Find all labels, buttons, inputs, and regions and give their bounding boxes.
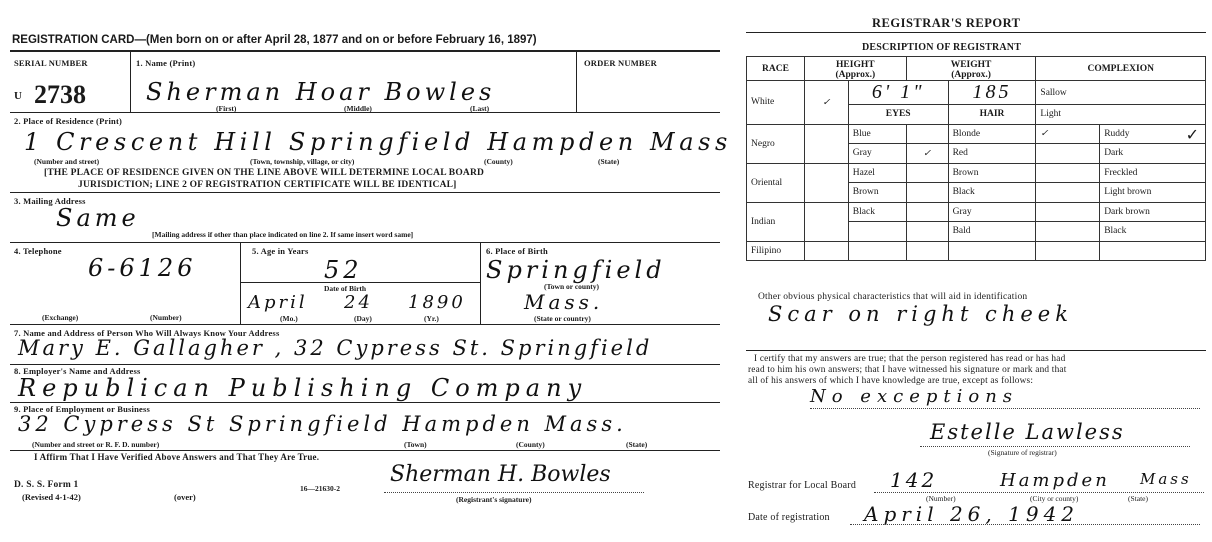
contact-person-value: Mary E. Gallagher , 32 Cypress St. Springfield (18, 336, 653, 360)
certify-line-1: I certify that my answers are true; that the person registered has read or has had (754, 354, 1066, 364)
telephone-sub-exchange: (Exchange) (42, 313, 79, 322)
name-value: Sherman Hoar Bowles (146, 78, 496, 106)
contact-person-label: 7. Name and Address of Person Who Will Always Know Your Address (14, 328, 280, 338)
hair-blonde: Blonde (948, 124, 1036, 144)
weight-header: WEIGHT (Approx.) (906, 57, 1036, 81)
mailing-address-sub: [Mailing address if other than place indicated on line 2. If same insert word same] (152, 230, 414, 239)
order-number-label: ORDER NUMBER (584, 58, 657, 68)
registrars-report (740, 10, 1208, 530)
birthplace-state: Mass. (524, 290, 604, 314)
birthplace-label: 6. Place of Birth (486, 246, 548, 256)
height-header: HEIGHT (Approx.) (804, 57, 906, 81)
birthplace-sub-state: (State or country) (534, 314, 591, 323)
form-name: D. S. S. Form 1 (14, 480, 79, 490)
complexion-dark: Dark (1100, 144, 1206, 164)
hair-gray: Gray (948, 202, 1036, 222)
race-header: RACE (747, 57, 805, 81)
hair-red: Red (948, 144, 1036, 164)
registration-date-value: April 26, 1942 (864, 502, 1080, 526)
local-board-number: 142 (890, 468, 938, 492)
employer-value: Republican Publishing Company (18, 374, 588, 402)
registration-date-label: Date of registration (748, 512, 830, 523)
employment-label: 9. Place of Employment or Business (14, 404, 151, 414)
local-board-sub-city: (City or county) (1030, 494, 1079, 503)
employment-sub-street: (Number and street or R. F. D. number) (32, 440, 160, 449)
description-table (746, 56, 1206, 261)
dob-day: 24 (344, 292, 373, 313)
race-filipino: Filipino (747, 241, 805, 261)
print-code: 16—21630-2 (300, 484, 340, 493)
dob-sub-month: (Mo.) (280, 314, 298, 323)
eyes-blue: Blue (848, 124, 906, 144)
age-label: 5. Age in Years (252, 246, 309, 256)
race-negro: Negro (747, 124, 805, 163)
race-indian: Indian (747, 202, 805, 241)
other-characteristics-value: Scar on right cheek (768, 302, 1073, 326)
mailing-address-value: Same (56, 204, 140, 232)
other-characteristics-label: Other obvious physical characteristics that will aid in identification (758, 292, 1028, 302)
complexion-ruddy-check: ✓ (1185, 124, 1199, 144)
eyes-gray: Gray (848, 144, 906, 164)
dob-year: 1890 (408, 292, 466, 313)
complexion-ruddy: Ruddy ✓ (1100, 124, 1206, 144)
registration-card (4, 10, 732, 510)
hair-header: HAIR (948, 105, 1036, 125)
employment-value: 32 Cypress St Springfield Hampden Mass. (18, 412, 627, 436)
hair-blonde-check: ✓ (1036, 124, 1100, 144)
residence-value: 1 Crescent Hill Springfield Hampden Mass (24, 128, 732, 156)
weight-value: 185 (948, 81, 1036, 105)
telephone-label: 4. Telephone (14, 246, 62, 256)
employer-label: 8. Employer's Name and Address (14, 366, 141, 376)
residence-label: 2. Place of Residence (Print) (14, 116, 123, 126)
hair-bald: Bald (948, 222, 1036, 242)
telephone-value: 6-6126 (88, 254, 197, 282)
complexion-light: Light (1036, 105, 1206, 125)
complexion-dark-brown: Dark brown (1100, 202, 1206, 222)
serial-number-label: SERIAL NUMBER (14, 58, 88, 68)
local-board-state: Mass (1140, 470, 1192, 488)
registrar-signature: Estelle Lawless (930, 420, 1125, 444)
complexion-header: COMPLEXION (1036, 57, 1206, 81)
registrant-signature-sub: (Registrant's signature) (456, 495, 532, 504)
name-sub-last: (Last) (470, 104, 490, 113)
residence-note-line-2: JURISDICTION; LINE 2 OF REGISTRATION CERTIFICATE WILL BE IDENTICAL] (78, 180, 457, 190)
hair-brown: Brown (948, 163, 1036, 183)
residence-sub-county: (County) (484, 157, 513, 166)
complexion-black: Black (1100, 222, 1206, 242)
serial-number-value: 2738 (34, 80, 86, 109)
eyes-header: EYES (848, 105, 948, 125)
telephone-sub-number: (Number) (150, 313, 182, 322)
certify-line-3: all of his answers of which I have knowledge are true, except as follows: (748, 376, 1034, 386)
eyes-black: Black (848, 202, 906, 222)
dob-sub-day: (Day) (354, 314, 372, 323)
dob-month: April (248, 292, 308, 313)
name-sub-first: (First) (216, 104, 237, 113)
local-board-city: Hampden (1000, 470, 1110, 491)
name-sub-middle: (Middle) (344, 104, 372, 113)
certify-line-2: read to him his own answers; that I have witnessed his signature or mark and that (748, 365, 1067, 375)
employment-sub-county: (County) (516, 440, 545, 449)
age-value: 52 (324, 256, 363, 284)
height-value: 6' 1" (848, 81, 948, 105)
eyes-hazel: Hazel (848, 163, 906, 183)
employment-sub-state: (State) (626, 440, 648, 449)
registrar-signature-sub: (Signature of registrar) (988, 448, 1057, 457)
residence-sub-state: (State) (598, 157, 620, 166)
name-label: 1. Name (Print) (136, 58, 196, 68)
birthplace-sub-town: (Town or county) (544, 282, 600, 291)
complexion-light-brown: Light brown (1100, 183, 1206, 203)
dob-label: Date of Birth (324, 284, 367, 293)
residence-sub-town: (Town, township, village, or city) (250, 157, 355, 166)
exceptions-value: No exceptions (810, 386, 1019, 407)
local-board-sub-number: (Number) (926, 494, 956, 503)
report-title: REGISTRAR'S REPORT (872, 16, 1021, 30)
race-oriental: Oriental (747, 163, 805, 202)
local-board-sub-state: (State) (1128, 494, 1148, 503)
eyes-gray-check: ✓ (906, 144, 948, 164)
local-board-label: Registrar for Local Board (748, 480, 857, 491)
serial-prefix: U (14, 90, 23, 102)
registrant-signature: Sherman H. Bowles (390, 462, 611, 487)
race-white-check: ✓ (804, 81, 848, 125)
description-header: DESCRIPTION OF REGISTRANT (862, 42, 1022, 53)
eyes-brown: Brown (848, 183, 906, 203)
dob-sub-year: (Yr.) (424, 314, 439, 323)
residence-note-line-1: [THE PLACE OF RESIDENCE GIVEN ON THE LINE ABOVE WILL DETERMINE LOCAL BOARD (44, 168, 485, 178)
employment-sub-town: (Town) (404, 440, 427, 449)
card-title: REGISTRATION CARD—(Men born on or after April 28, 1877 and on or before February 16, 1897) (12, 34, 537, 46)
complexion-freckled: Freckled (1100, 163, 1206, 183)
birthplace-town: Springfield (486, 256, 666, 284)
complexion-sallow: Sallow (1036, 81, 1206, 105)
mailing-address-label: 3. Mailing Address (14, 196, 86, 206)
form-revised: (Revised 4-1-42) (22, 492, 81, 502)
residence-sub-street: (Number and street) (34, 157, 100, 166)
over-note: (over) (174, 492, 196, 502)
affirmation-text: I Affirm That I Have Verified Above Answers and That They Are True. (34, 452, 320, 462)
hair-black: Black (948, 183, 1036, 203)
race-white: White (747, 81, 805, 125)
